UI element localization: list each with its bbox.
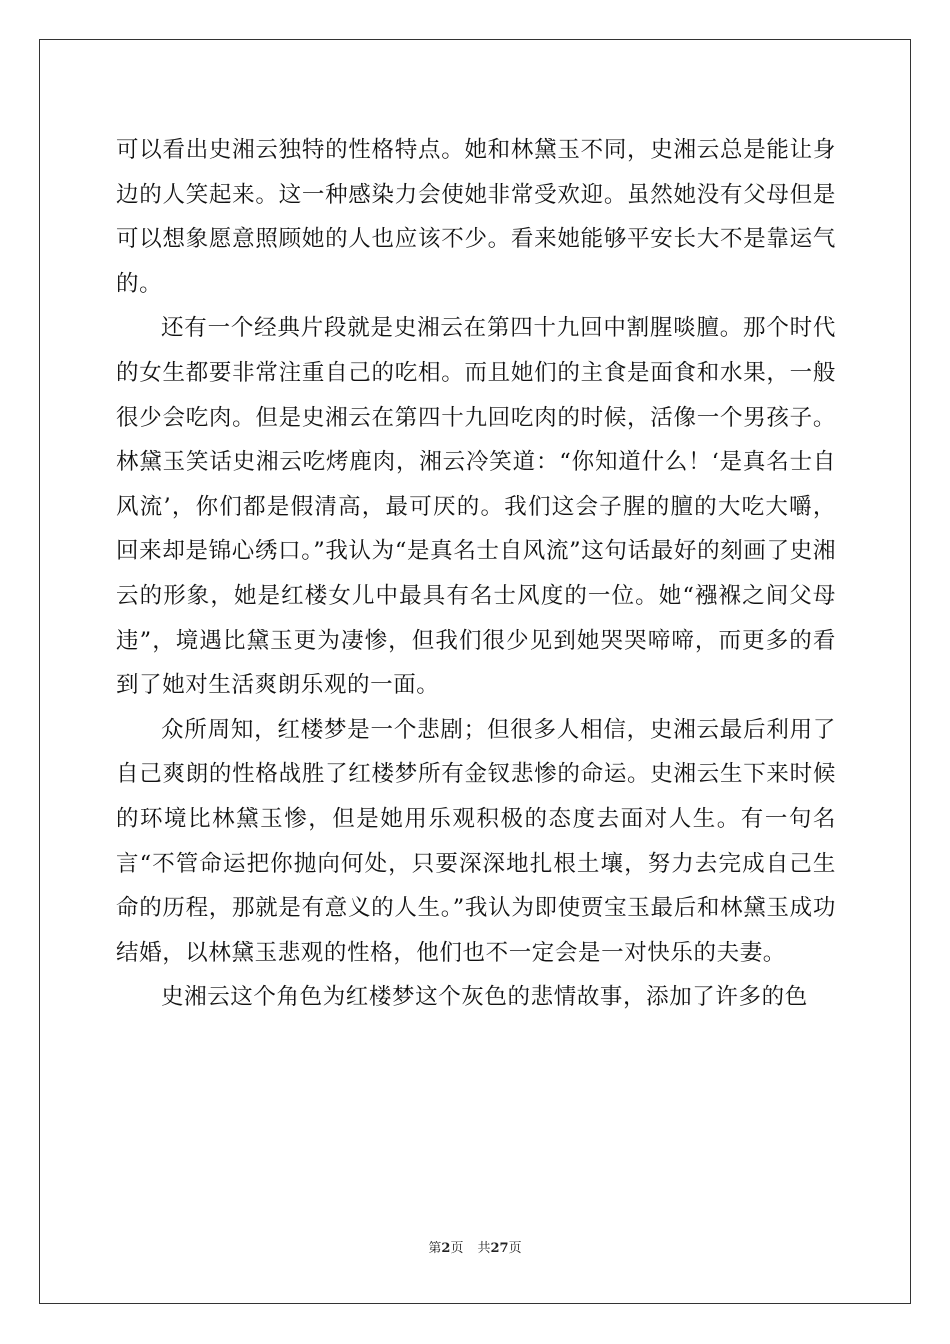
paragraph-3: 众所周知，红楼梦是一个悲剧；但很多人相信，史湘云最后利用了自己爽朗的性格战胜了红楼梦所有金钗悲惨的命运。史湘云生下来时候的环境比林黛玉惨，但是她用乐观积极的态度去面对人生。有一句名言“不管命运把你抛向何处，只要深深地扎根土壤，努力去完成自己生命的历程，那就是有意义的人生。”我认为即使贾宝玉最后和林黛玉成功结婚，以林黛玉悲观的性格，他们也不一定会是一对快乐的夫妻。 — [116, 716, 836, 966]
page-number: 2 — [441, 1241, 451, 1256]
total-prefix: 共 — [477, 1241, 491, 1256]
paragraph-4: 史湘云这个角色为红楼梦这个灰色的悲情故事，添加了许多的色 — [161, 984, 808, 1011]
page-suffix: 页 — [450, 1241, 464, 1256]
total-suffix: 页 — [508, 1241, 522, 1256]
total-pages: 27 — [490, 1241, 509, 1256]
paragraph-2: 还有一个经典片段就是史湘云在第四十九回中割腥啖膻。那个时代的女生都要非常注重自己的吃相。而且她们的主食是面食和水果，一般很少会吃肉。但是史湘云在第四十九回吃肉的时候，活像一个男孩子。林黛玉笑话史湘云吃烤鹿肉，湘云冷笑道：“你知道什么！‘是真名士自风流’，你们都是假清高，最可厌的。我们这会子腥的膻的大吃大嚼，回来却是锦心绣口。”我认为“是真名士自风流”这句话最好的刻画了史湘云的形象，她是红楼女儿中最具有名士风度的一位。她“襁褓之间父母违”，境遇比黛玉更为凄惨，但我们很少见到她哭哭啼啼，而更多的看到了她对生活爽朗乐观的一面。 — [116, 315, 836, 699]
page-prefix: 第 — [428, 1241, 442, 1256]
page-footer — [0, 1237, 950, 1256]
paragraph-1: 可以看出史湘云独特的性格特点。她和林黛玉不同，史湘云总是能让身边的人笑起来。这一种感染力会使她非常受欢迎。虽然她没有父母但是可以想象愿意照顾她的人也应该不少。看来她能够平安长大不是靠运气的。 — [116, 137, 836, 297]
document-body — [116, 128, 836, 1020]
